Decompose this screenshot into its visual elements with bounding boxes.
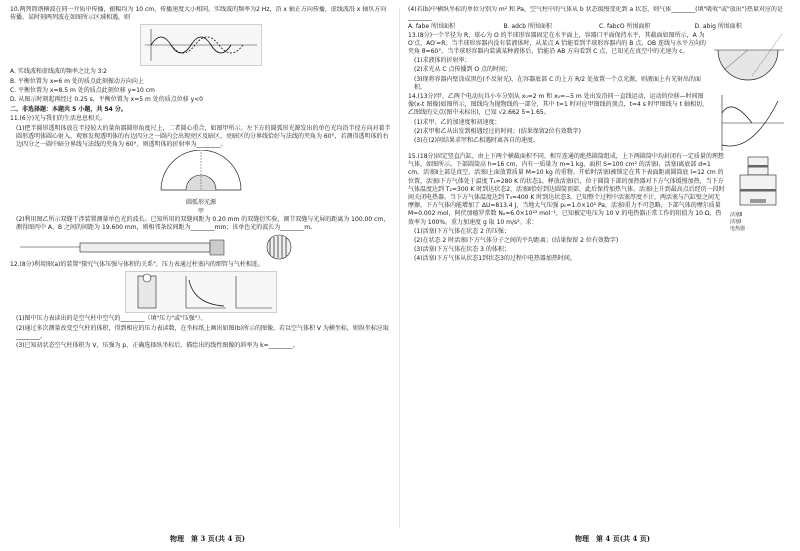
q12-tail-options [408, 23, 790, 31]
q13-part2: (2)求光从 C 点传播到 O 点的时间； [414, 66, 512, 74]
q14-part2: (2)求甲和乙从出发到相遇经过的时间；(结果保留2位有效数字) [414, 127, 581, 135]
q15-stem: 15.(18分)固定竖直汽缸，由上下两个横截面积不同、相互连通的绝热圆筒组成，上下两圆筒中均封闭有一定质量的理想气体，如图所示。下部圆筒高 h=16 cm，内有一质量为 m=1 kg、面积 S=100 cm² 的活塞Ⅰ，活塞Ⅰ离底部 d=1 cm，活塞Ⅱ上部是真空，活塞Ⅰ上面放置质量 M=10 kg 的重物。开始时活塞Ⅰ被锁定在其下表面距离圆筒底 l=12 cm 的位置，活塞Ⅰ下方气体处于温度 T₁=280 K 的状态1。释放活塞Ⅰ后，位于圆筒下部的加热器对下方气体缓慢加热，当下方气体温度达到 T₂=300 K 时到达状态2，活塞Ⅱ恰好到达圆筒顶部，此后保持加热气体，活塞Ⅰ上升到最高点后经历一段时间关闭电热器。当下方气体温度达到 T₃=400 K 时到达状态3。已知整个过程中活塞厚度不计，两活塞与汽缸壁之间无摩擦，下方气体内能增加了 ΔU=813.4 J，当地大气压强 p₀=1.0×10⁵ Pa，活塞Ⅰ重力不可忽略，下部气体的摩尔质量 M=0.002 mol，阿伏加德罗常数 Nₐ=6.0×10²³ mol⁻¹，已知被定电压为 10 V 的电热器正常工作的阻值为 10 Ω，热效率为 100%，重力加速度 g 取 10 m/s²。求： [408, 153, 725, 226]
q10-stem: 10.两列简谐横波在同一介质中传播，振幅均为 10 cm，传播速度大小相同。实线波的频率为2 Hz，沿 x 轴正方向传播，虚线波沿 x 轴负方向传播。某时刻两列波在如图所示区域相遇，则 [10, 6, 387, 22]
q11-stem: 11.(6分)光与我们的生活息息相关。 [10, 115, 107, 123]
label-piston-2: 活塞Ⅱ [730, 212, 743, 219]
q12-tail-option-d: D. abig 所围面积 [694, 23, 742, 31]
q14-part3: (3)在(2)问结果求甲和乙相遇时离各自的速度。 [414, 137, 539, 145]
q14-block [408, 93, 790, 153]
xt-graph-figure [712, 93, 786, 153]
q11-figure-2 [10, 233, 392, 261]
cylinder-figure [730, 153, 786, 233]
q10-wave-figure [140, 24, 262, 66]
q10-option-c: C. 平衡位置为 x=8.5 m 处的质点此刻位移 y=10 cm [10, 86, 155, 94]
q12-figures [125, 271, 277, 313]
q12-tail-option-b: B. adcb 所围面积 [503, 23, 552, 31]
q14-stem: 14.(13分)甲、乙两个电动玩具小车分别从 x₀=2 m 和 x₀=−5 m 处出发沿同一直线运动，运动的位移—时间图像(x-t 图像)如图所示，图线均为抛物线的一部分，其中 t=1 时对应甲图线的顶点，t=4 s 时甲图线与 t 轴相切，乙图线的交点(图中未标出)，已知 √2.662 5≈1.65。 [408, 93, 708, 117]
q11-part2: (2)利用图乙所示双缝干涉装置测量单色光的波长。已知所用的双缝间距为 0.20 mm 的双缝衍实验，调节双缝与光屏的距离为 100.00 cm，测得图丙中 A、B 之间的间距为 19.600 mm，则相邻条纹间距为________mm；该单色光的波长为________m。 [16, 215, 390, 232]
q12-tail-option-a: A. fabe 所围面积 [408, 23, 456, 31]
q15-part2: (2)在状态 2 时活塞Ⅰ下方气体分子之间的平均距离；(结果保留 2 位有效数字) [414, 237, 619, 245]
left-page-footer: 物理 第 3 页(共 4 页) [170, 534, 246, 543]
q12-part1: (1)图中压力表读出的是空气柱中空气的________（填"压力"或"压强"）。 [16, 315, 207, 323]
right-page-footer: 物理 第 4 页(共 4 页) [575, 534, 651, 543]
q12-tail-option-c: C. fabcO 所围面积 [599, 23, 651, 31]
label-piston-1: 活塞Ⅰ [730, 219, 742, 226]
q14-text [408, 93, 708, 146]
q15-part1: (1)活塞Ⅰ下方气体在状态 2 的压强； [414, 227, 510, 235]
q10-option-a: A. 实线波和虚线波的频率之比为 3∶2 [10, 68, 107, 76]
cylinder-drawing [730, 153, 786, 209]
protractor-figure [146, 150, 256, 196]
q10-option-b: B. 平衡位置为 x=6 m 处的质点此刻振动方向向上 [10, 77, 144, 85]
label-heater: 电热器 [730, 226, 746, 233]
q11-fig1-caption: 圆弧形光源 [185, 199, 216, 207]
q15-text [408, 153, 726, 265]
right-page [408, 6, 790, 526]
q15-part3: (3)活塞Ⅰ下方气体在状态 3 的体积； [414, 246, 510, 254]
q10-options [10, 68, 392, 104]
q15-part4: (4)活塞Ⅰ下方气体从状态1到状态3的过程中电热器加热时间。 [414, 255, 576, 263]
q13-part1: (1)求液体的折射率； [414, 57, 471, 65]
q13-stem: 13.(8分)一个半径为 R、球心为 O 的半球形容器固定在水平面上，容器口平面保持水平，其截面如图所示，A 为 O′点，AO′=R。当半球形容器内没有装液体时，从某点 A 恰能看到半球形容器内的 B 点，OB 连线与水平方向的夹角 θ=60°。当半球形容器内装满某种液体后，恰能沿 AB 方向看到 C 点，已知光在真空中的光速为 c。 [408, 31, 706, 56]
q14-part1: (1)求甲、乙的加速度和初速度； [414, 118, 501, 126]
interference-pattern [254, 233, 304, 261]
q13-text [408, 32, 708, 93]
left-page [10, 6, 392, 526]
q12-tail: (4)若(b)中横纵坐标的单位分别为 m² 和 Pa，空气柱中的气体从 b 状态缓慢变化到 a 状态，则气体________(填"吸收"或"放出")热量对应的是________ [408, 6, 783, 22]
hemisphere-figure [712, 32, 786, 92]
section-heading: 二、非选择题：本题共 5 小题，共 54 分。 [10, 106, 127, 114]
q11-fig1-label: 甲 [197, 207, 204, 215]
q12-part3: (3)已知初状态空气柱体积为 V，压强为 p，正确选择纵坐标后，描绘出的线性图像的斜率为 k=________。 [16, 342, 299, 350]
q15-block [408, 153, 790, 265]
page-divider [399, 8, 400, 528]
q13-part3: (3)现将容器内壁涂成黑色(不反射光)，在容器底部 C 的上方 R/2 处放置一个点光源，则液面上有光射出的面积。 [414, 75, 702, 91]
q13-block [408, 32, 790, 93]
q12-part2: (2)通过多次测量改变空气柱的体积，得到相应的压力表读数，在坐标纸上画出如图(b)所示的图像，若以空气体积 V 为横坐标，则纵坐标应取________。 [16, 324, 389, 340]
q12-stem: 12.(8分)利用图(a)的装置"探究气体压强与体积的关系"，压力表通过柱塞内的细管与气柱相连。 [10, 261, 264, 269]
q11-figure-1 [10, 150, 392, 216]
q10-option-d: D. 从图示时刻起再经过 0.25 s，平衡位置为 x=5 m 处的质点位移 y<0 [10, 96, 203, 104]
double-slit-apparatus [10, 233, 250, 261]
q11-part1: (1)把半圆形透明体放在半径较大的量角器圆形角度尺上，二者圆心重合，如图甲所示。左下方的圆弧形光源发出的单色光均沿半径方向对着半圆形透明体圆心射入，观察发现透明体的右边四分之一圆内会出现亮区及暗区，亮暗区的分界线恰好与法线的夹角为 60°，若测得透明体的右边四分之一圆中暗分界线与法线的夹角为 60°，则透明体的折射率为________。 [16, 124, 391, 149]
